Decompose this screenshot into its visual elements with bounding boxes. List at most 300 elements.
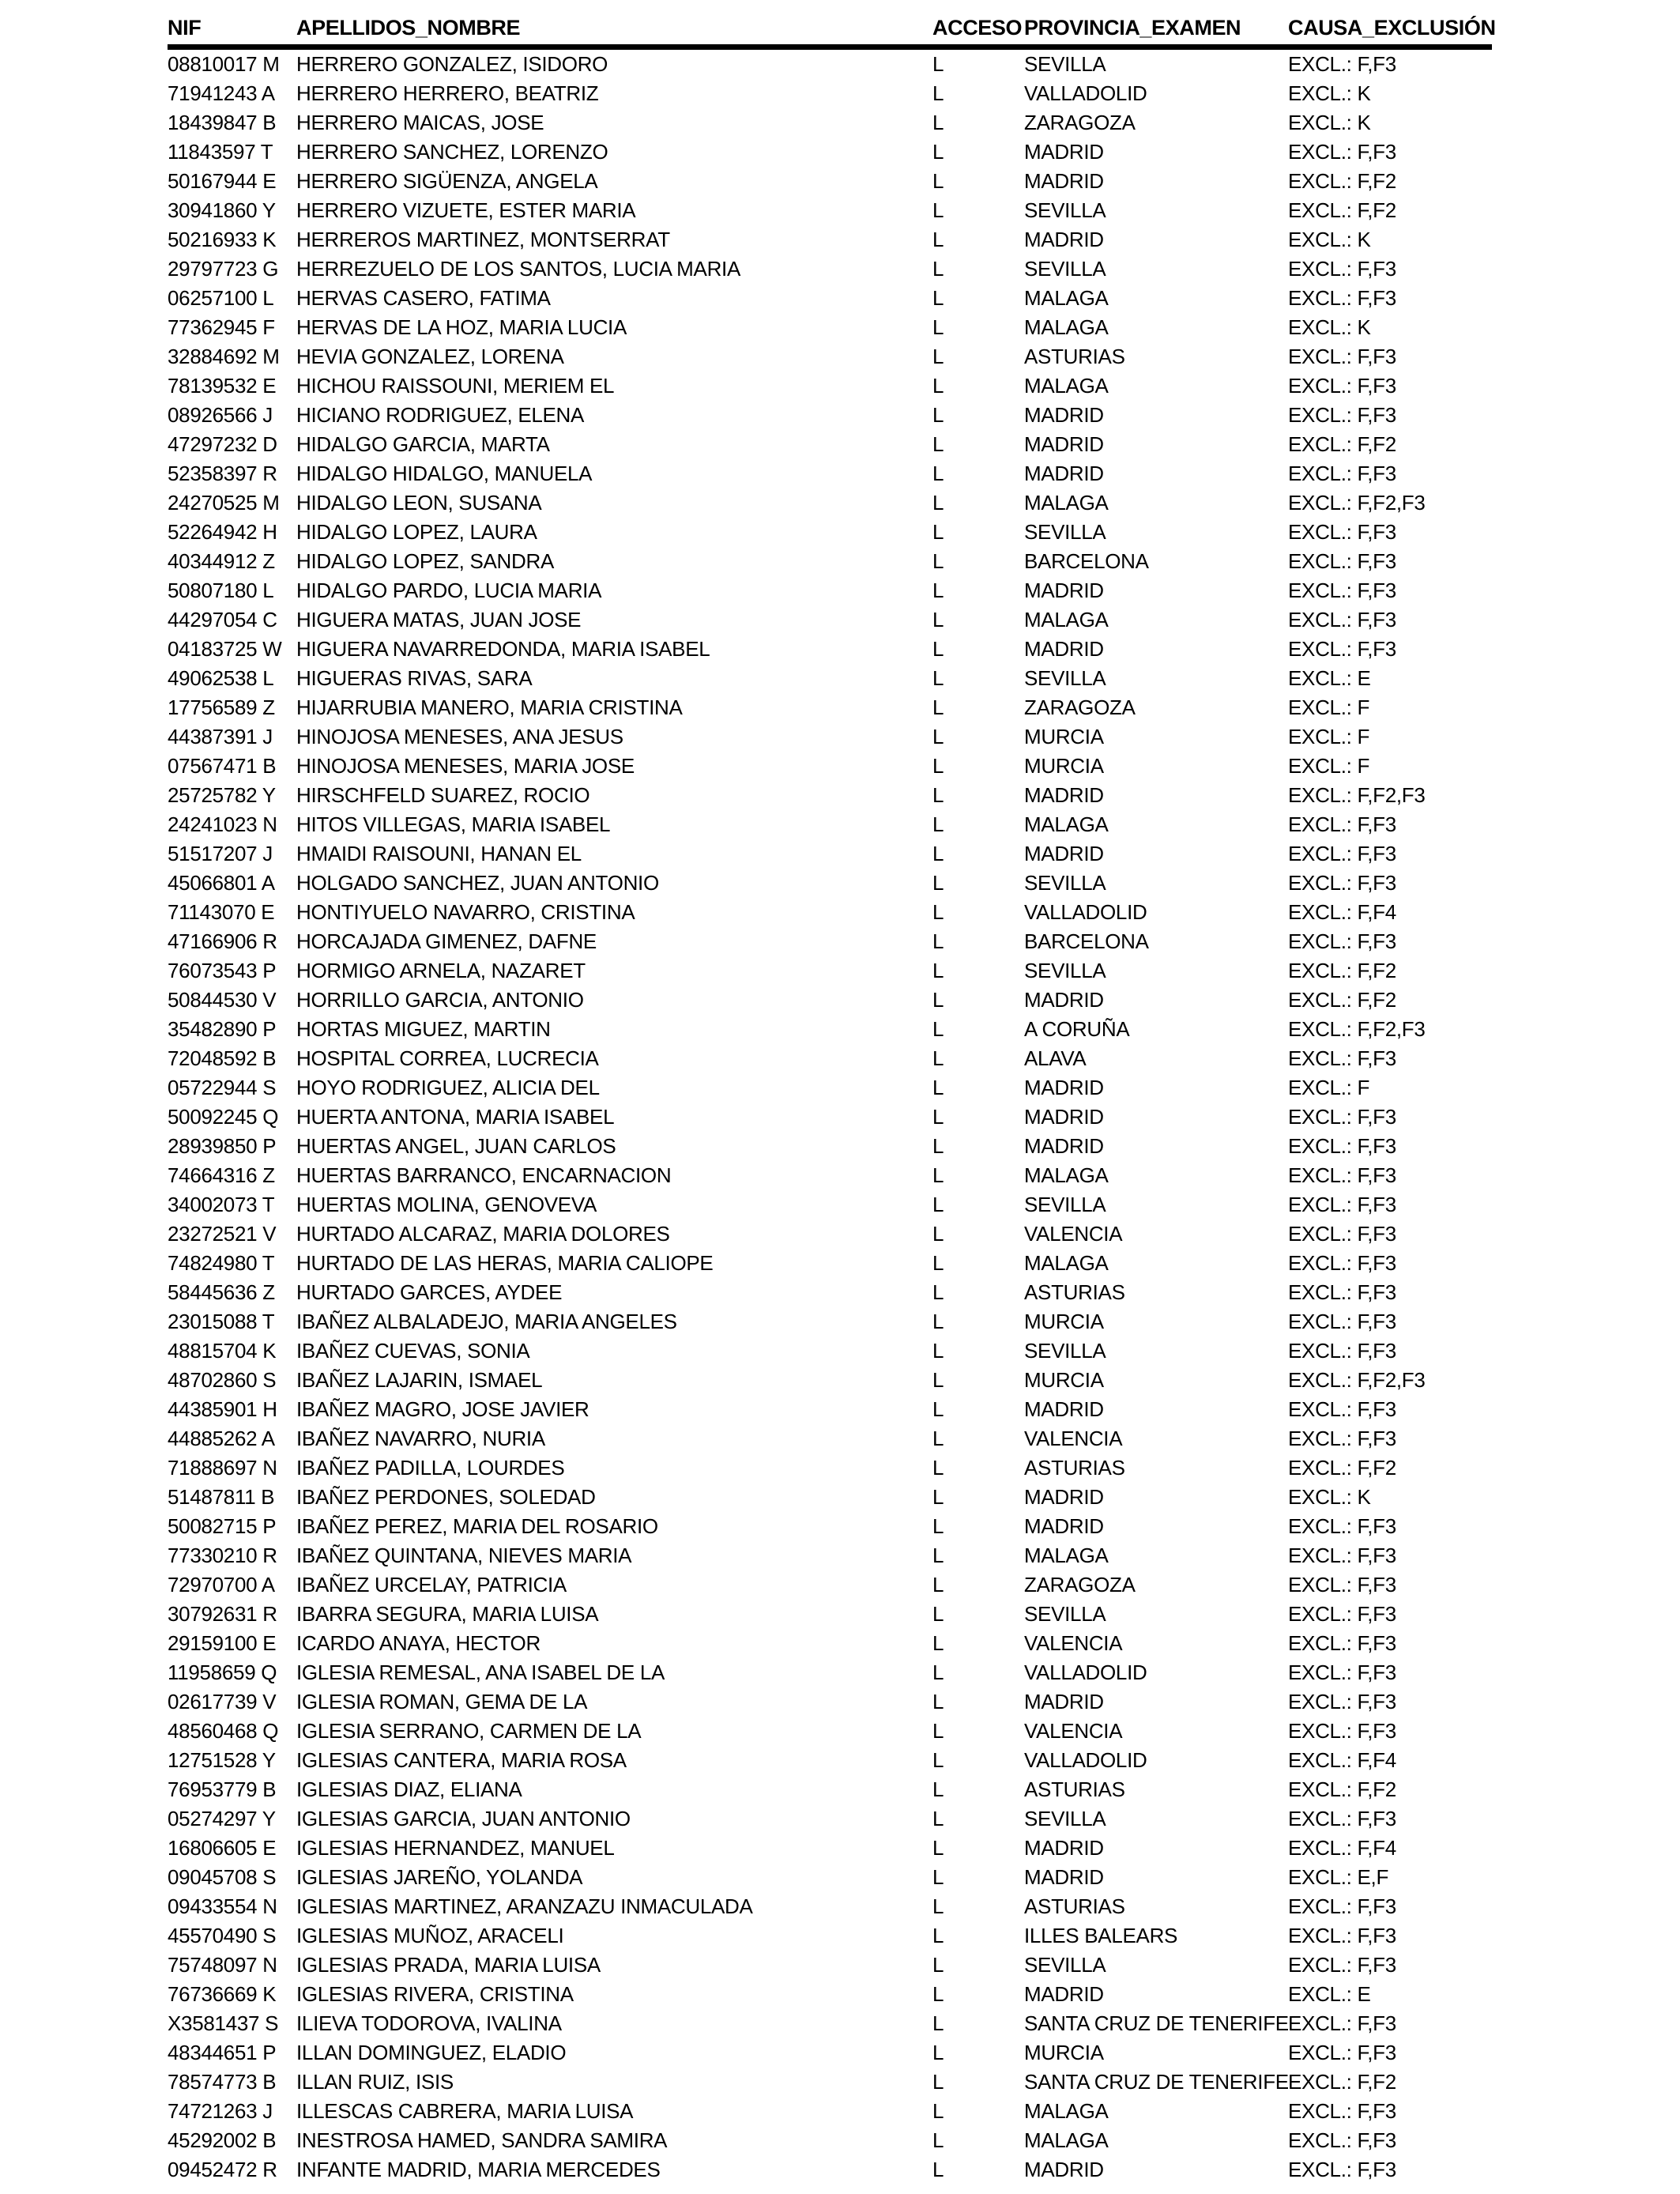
causa-exclusion-cell: EXCL.: F,F3 [1288, 2041, 1396, 2064]
apellidos-nombre-cell: HINOJOSA MENESES, MARIA JOSE [296, 754, 635, 778]
nif-cell: 45570490 S [168, 1924, 277, 1947]
provincia-examen-cell: MADRID [1024, 1982, 1104, 2006]
table-row [168, 1453, 1492, 1483]
causa-exclusion-cell: EXCL.: F,F3 [1288, 462, 1396, 485]
table-row [168, 927, 1492, 956]
acceso-cell: L [932, 198, 944, 222]
apellidos-nombre-cell: IBAÑEZ LAJARIN, ISMAEL [296, 1368, 543, 1392]
acceso-cell: L [932, 754, 944, 778]
nif-cell: 08926566 J [168, 403, 273, 427]
column-header-causa-exclusion: CAUSA_EXCLUSIÓN [1288, 16, 1496, 40]
apellidos-nombre-cell: IGLESIAS PRADA, MARIA LUISA [296, 1953, 601, 1977]
acceso-cell: L [932, 2070, 944, 2094]
apellidos-nombre-cell: ILIEVA TODOROVA, IVALINA [296, 2011, 562, 2035]
nif-cell: 40344912 Z [168, 549, 275, 573]
apellidos-nombre-cell: HIGUERAS RIVAS, SARA [296, 666, 533, 690]
table-row [168, 1658, 1492, 1687]
nif-cell: 45292002 B [168, 2128, 277, 2152]
provincia-examen-cell: MALAGA [1024, 315, 1109, 339]
causa-exclusion-cell: EXCL.: F,F2 [1288, 1777, 1396, 1801]
causa-exclusion-cell: EXCL.: F,F3 [1288, 1193, 1396, 1216]
causa-exclusion-cell: EXCL.: F,F3 [1288, 929, 1396, 953]
provincia-examen-cell: VALLADOLID [1024, 81, 1147, 105]
causa-exclusion-cell: EXCL.: K [1288, 1485, 1371, 1509]
nif-cell: 11958659 Q [168, 1661, 277, 1684]
causa-exclusion-cell: EXCL.: F,F2,F3 [1288, 1368, 1426, 1392]
nif-cell: 44297054 C [168, 608, 277, 631]
apellidos-nombre-cell: ICARDO ANAYA, HECTOR [296, 1631, 541, 1655]
acceso-cell: L [932, 52, 944, 76]
apellidos-nombre-cell: HUERTA ANTONA, MARIA ISABEL [296, 1105, 615, 1129]
table-row [168, 1336, 1492, 1366]
acceso-cell: L [932, 1017, 944, 1041]
apellidos-nombre-cell: HURTADO ALCARAZ, MARIA DOLORES [296, 1222, 670, 1246]
acceso-cell: L [932, 1456, 944, 1480]
provincia-examen-cell: SANTA CRUZ DE TENERIFE [1024, 2011, 1289, 2035]
table-row [168, 1307, 1492, 1336]
table-row [168, 225, 1492, 254]
apellidos-nombre-cell: HICIANO RODRIGUEZ, ELENA [296, 403, 585, 427]
apellidos-nombre-cell: HMAIDI RAISOUNI, HANAN EL [296, 842, 582, 865]
table-row [168, 488, 1492, 518]
nif-cell: 02617739 V [168, 1690, 277, 1713]
provincia-examen-cell: MADRID [1024, 432, 1104, 456]
nif-cell: 11843597 T [168, 140, 273, 164]
table-row [168, 547, 1492, 576]
provincia-examen-cell: MALAGA [1024, 812, 1109, 836]
table-row [168, 1834, 1492, 1863]
causa-exclusion-cell: EXCL.: F [1288, 1076, 1370, 1099]
provincia-examen-cell: SEVILLA [1024, 871, 1106, 895]
nif-cell: 76736669 K [168, 1982, 277, 2006]
acceso-cell: L [932, 1368, 944, 1392]
acceso-cell: L [932, 900, 944, 924]
causa-exclusion-cell: EXCL.: F,F3 [1288, 520, 1396, 544]
acceso-cell: L [932, 1514, 944, 1538]
acceso-cell: L [932, 549, 944, 573]
acceso-cell: L [932, 666, 944, 690]
apellidos-nombre-cell: HUERTAS BARRANCO, ENCARNACION [296, 1163, 672, 1187]
causa-exclusion-cell: EXCL.: F,F3 [1288, 140, 1396, 164]
apellidos-nombre-cell: HOSPITAL CORREA, LUCRECIA [296, 1046, 599, 1070]
provincia-examen-cell: ASTURIAS [1024, 345, 1125, 368]
causa-exclusion-cell: EXCL.: F,F2 [1288, 198, 1396, 222]
apellidos-nombre-cell: IGLESIAS MUÑOZ, ARACELI [296, 1924, 564, 1947]
apellidos-nombre-cell: HINOJOSA MENESES, ANA JESUS [296, 725, 623, 748]
table-row [168, 810, 1492, 839]
causa-exclusion-cell: EXCL.: F,F2 [1288, 1456, 1396, 1480]
provincia-examen-cell: MALAGA [1024, 286, 1109, 310]
table-row [168, 898, 1492, 927]
table-row [168, 576, 1492, 605]
causa-exclusion-cell: EXCL.: F,F4 [1288, 1836, 1396, 1860]
causa-exclusion-cell: EXCL.: F,F3 [1288, 1427, 1396, 1450]
provincia-examen-cell: BARCELONA [1024, 549, 1149, 573]
provincia-examen-cell: MALAGA [1024, 1251, 1109, 1275]
nif-cell: 77362945 F [168, 315, 275, 339]
provincia-examen-cell: ASTURIAS [1024, 1894, 1125, 1918]
provincia-examen-cell: MALAGA [1024, 374, 1109, 398]
apellidos-nombre-cell: HICHOU RAISSOUNI, MERIEM EL [296, 374, 615, 398]
causa-exclusion-cell: EXCL.: F,F3 [1288, 1105, 1396, 1129]
acceso-cell: L [932, 959, 944, 982]
apellidos-nombre-cell: IGLESIAS MARTINEZ, ARANZAZU INMACULADA [296, 1894, 753, 1918]
causa-exclusion-cell: EXCL.: F,F3 [1288, 1310, 1396, 1333]
acceso-cell: L [932, 1046, 944, 1070]
table-row [168, 371, 1492, 401]
provincia-examen-cell: MADRID [1024, 1105, 1104, 1129]
nif-cell: 44385901 H [168, 1397, 277, 1421]
provincia-examen-cell: MADRID [1024, 228, 1104, 251]
table-row [168, 254, 1492, 284]
provincia-examen-cell: MALAGA [1024, 491, 1109, 515]
nif-cell: 09433554 N [168, 1894, 277, 1918]
table-row [168, 1600, 1492, 1629]
provincia-examen-cell: MADRID [1024, 783, 1104, 807]
causa-exclusion-cell: EXCL.: K [1288, 81, 1371, 105]
provincia-examen-cell: SEVILLA [1024, 666, 1106, 690]
table-row [168, 2038, 1492, 2068]
table-row [168, 2126, 1492, 2155]
table-row [168, 1190, 1492, 1220]
apellidos-nombre-cell: INFANTE MADRID, MARIA MERCEDES [296, 2158, 661, 2181]
table-row [168, 1717, 1492, 1746]
causa-exclusion-cell: EXCL.: F,F3 [1288, 1514, 1396, 1538]
acceso-cell: L [932, 1076, 944, 1099]
apellidos-nombre-cell: HERREZUELO DE LOS SANTOS, LUCIA MARIA [296, 257, 741, 281]
acceso-cell: L [932, 988, 944, 1012]
table-row [168, 752, 1492, 781]
table-row [168, 1015, 1492, 1044]
nif-cell: 47297232 D [168, 432, 277, 456]
apellidos-nombre-cell: IBAÑEZ QUINTANA, NIEVES MARIA [296, 1544, 632, 1567]
acceso-cell: L [932, 81, 944, 105]
acceso-cell: L [932, 1602, 944, 1626]
provincia-examen-cell: VALENCIA [1024, 1427, 1123, 1450]
causa-exclusion-cell: EXCL.: F,F3 [1288, 1222, 1396, 1246]
provincia-examen-cell: MADRID [1024, 462, 1104, 485]
apellidos-nombre-cell: HERREROS MARTINEZ, MONTSERRAT [296, 228, 670, 251]
causa-exclusion-cell: EXCL.: F,F3 [1288, 1163, 1396, 1187]
apellidos-nombre-cell: HERRERO SIGÜENZA, ANGELA [296, 169, 598, 193]
causa-exclusion-cell: EXCL.: F,F3 [1288, 1397, 1396, 1421]
nif-cell: 74664316 Z [168, 1163, 275, 1187]
provincia-examen-cell: VALLADOLID [1024, 900, 1147, 924]
nif-cell: 30941860 Y [168, 198, 276, 222]
table-row [168, 167, 1492, 196]
nif-cell: 25725782 Y [168, 783, 276, 807]
acceso-cell: L [932, 169, 944, 193]
apellidos-nombre-cell: IBAÑEZ NAVARRO, NURIA [296, 1427, 545, 1450]
table-row [168, 108, 1492, 138]
provincia-examen-cell: VALLADOLID [1024, 1661, 1147, 1684]
apellidos-nombre-cell: HITOS VILLEGAS, MARIA ISABEL [296, 812, 611, 836]
causa-exclusion-cell: EXCL.: F,F2 [1288, 432, 1396, 456]
nif-cell: 24270525 M [168, 491, 280, 515]
table-row [168, 2068, 1492, 2097]
nif-cell: 51517207 J [168, 842, 273, 865]
causa-exclusion-cell: EXCL.: F,F3 [1288, 2099, 1396, 2123]
provincia-examen-cell: SEVILLA [1024, 1807, 1106, 1830]
table-row [168, 313, 1492, 342]
apellidos-nombre-cell: IBAÑEZ PADILLA, LOURDES [296, 1456, 565, 1480]
nif-cell: 72970700 A [168, 1573, 275, 1596]
table-row [168, 1687, 1492, 1717]
causa-exclusion-cell: EXCL.: F,F2 [1288, 2070, 1396, 2094]
apellidos-nombre-cell: HERVAS DE LA HOZ, MARIA LUCIA [296, 315, 627, 339]
apellidos-nombre-cell: IGLESIA REMESAL, ANA ISABEL DE LA [296, 1661, 665, 1684]
provincia-examen-cell: ZARAGOZA [1024, 1573, 1136, 1596]
table-row [168, 1132, 1492, 1161]
nif-cell: 17756589 Z [168, 696, 275, 719]
acceso-cell: L [932, 1163, 944, 1187]
table-row [168, 1395, 1492, 1424]
causa-exclusion-cell: EXCL.: F,F4 [1288, 900, 1396, 924]
acceso-cell: L [932, 1836, 944, 1860]
provincia-examen-cell: MADRID [1024, 1865, 1104, 1889]
table-row [168, 1512, 1492, 1541]
table-body [168, 50, 1492, 2185]
nif-cell: 71941243 A [168, 81, 275, 105]
provincia-examen-cell: MALAGA [1024, 608, 1109, 631]
acceso-cell: L [932, 1222, 944, 1246]
provincia-examen-cell: MADRID [1024, 637, 1104, 661]
causa-exclusion-cell: EXCL.: F,F3 [1288, 842, 1396, 865]
apellidos-nombre-cell: HIDALGO HIDALGO, MANUELA [296, 462, 593, 485]
acceso-cell: L [932, 462, 944, 485]
acceso-cell: L [932, 1719, 944, 1743]
causa-exclusion-cell: EXCL.: F,F3 [1288, 1544, 1396, 1567]
apellidos-nombre-cell: HURTADO DE LAS HERAS, MARIA CALIOPE [296, 1251, 714, 1275]
causa-exclusion-cell: EXCL.: F,F3 [1288, 2158, 1396, 2181]
exclusion-table [168, 9, 1496, 2185]
apellidos-nombre-cell: HIDALGO LEON, SUSANA [296, 491, 542, 515]
apellidos-nombre-cell: HIGUERA MATAS, JUAN JOSE [296, 608, 582, 631]
apellidos-nombre-cell: HORRILLO GARCIA, ANTONIO [296, 988, 584, 1012]
acceso-cell: L [932, 432, 944, 456]
nif-cell: 50216933 K [168, 228, 277, 251]
causa-exclusion-cell: EXCL.: F,F3 [1288, 1251, 1396, 1275]
table-row [168, 2155, 1492, 2185]
acceso-cell: L [932, 871, 944, 895]
acceso-cell: L [932, 1105, 944, 1129]
nif-cell: 50807180 L [168, 579, 274, 602]
causa-exclusion-cell: EXCL.: F,F3 [1288, 403, 1396, 427]
apellidos-nombre-cell: HEVIA GONZALEZ, LORENA [296, 345, 564, 368]
nif-cell: 71143070 E [168, 900, 275, 924]
nif-cell: 78574773 B [168, 2070, 277, 2094]
provincia-examen-cell: ZARAGOZA [1024, 111, 1136, 134]
provincia-examen-cell: ILLES BALEARS [1024, 1924, 1178, 1947]
causa-exclusion-cell: EXCL.: F,F3 [1288, 1339, 1396, 1363]
table-row [168, 1161, 1492, 1190]
nif-cell: 76073543 P [168, 959, 277, 982]
table-row [168, 1804, 1492, 1834]
table-row [168, 1541, 1492, 1570]
nif-cell: 52264942 H [168, 520, 277, 544]
nif-cell: 50092245 Q [168, 1105, 279, 1129]
acceso-cell: L [932, 2011, 944, 2035]
causa-exclusion-cell: EXCL.: F,F3 [1288, 1719, 1396, 1743]
acceso-cell: L [932, 228, 944, 251]
provincia-examen-cell: MADRID [1024, 579, 1104, 602]
table-row [168, 430, 1492, 459]
provincia-examen-cell: ZARAGOZA [1024, 696, 1136, 719]
causa-exclusion-cell: EXCL.: F,F2 [1288, 988, 1396, 1012]
acceso-cell: L [932, 1777, 944, 1801]
table-row [168, 1220, 1492, 1249]
nif-cell: 23272521 V [168, 1222, 277, 1246]
apellidos-nombre-cell: HORCAJADA GIMENEZ, DAFNE [296, 929, 597, 953]
apellidos-nombre-cell: HIGUERA NAVARREDONDA, MARIA ISABEL [296, 637, 710, 661]
provincia-examen-cell: MADRID [1024, 2158, 1104, 2181]
nif-cell: 12751528 Y [168, 1748, 276, 1772]
column-header-nif: NIF [168, 16, 202, 40]
acceso-cell: L [932, 1573, 944, 1596]
table-row [168, 2009, 1492, 2038]
column-header-acceso: ACCESO [932, 16, 1023, 40]
table-row [168, 1249, 1492, 1278]
apellidos-nombre-cell: HUERTAS MOLINA, GENOVEVA [296, 1193, 597, 1216]
acceso-cell: L [932, 1661, 944, 1684]
causa-exclusion-cell: EXCL.: F,F3 [1288, 1924, 1396, 1947]
apellidos-nombre-cell: HORMIGO ARNELA, NAZARET [296, 959, 586, 982]
provincia-examen-cell: MADRID [1024, 1690, 1104, 1713]
nif-cell: 04183725 W [168, 637, 282, 661]
apellidos-nombre-cell: IGLESIAS DIAZ, ELIANA [296, 1777, 522, 1801]
apellidos-nombre-cell: HOYO RODRIGUEZ, ALICIA DEL [296, 1076, 600, 1099]
table-header-row [168, 9, 1496, 50]
provincia-examen-cell: A CORUÑA [1024, 1017, 1130, 1041]
nif-cell: 77330210 R [168, 1544, 277, 1567]
causa-exclusion-cell: EXCL.: F,F3 [1288, 1807, 1396, 1830]
apellidos-nombre-cell: HUERTAS ANGEL, JUAN CARLOS [296, 1134, 616, 1158]
nif-cell: 32884692 M [168, 345, 280, 368]
nif-cell: X3581437 S [168, 2011, 279, 2035]
table-row [168, 79, 1492, 108]
nif-cell: 75748097 N [168, 1953, 277, 1977]
provincia-examen-cell: MADRID [1024, 1836, 1104, 1860]
provincia-examen-cell: VALENCIA [1024, 1631, 1123, 1655]
provincia-examen-cell: MALAGA [1024, 2128, 1109, 2152]
table-row [168, 50, 1492, 79]
acceso-cell: L [932, 1134, 944, 1158]
acceso-cell: L [932, 315, 944, 339]
apellidos-nombre-cell: HORTAS MIGUEZ, MARTIN [296, 1017, 551, 1041]
provincia-examen-cell: VALENCIA [1024, 1719, 1123, 1743]
table-row [168, 1424, 1492, 1453]
nif-cell: 52358397 R [168, 462, 277, 485]
causa-exclusion-cell: EXCL.: F,F4 [1288, 1748, 1396, 1772]
nif-cell: 05722944 S [168, 1076, 277, 1099]
acceso-cell: L [932, 1865, 944, 1889]
nif-cell: 76953779 B [168, 1777, 277, 1801]
causa-exclusion-cell: EXCL.: E,F [1288, 1865, 1389, 1889]
nif-cell: 35482890 P [168, 1017, 277, 1041]
acceso-cell: L [932, 637, 944, 661]
nif-cell: 44885262 A [168, 1427, 275, 1450]
nif-cell: 50082715 P [168, 1514, 277, 1538]
apellidos-nombre-cell: IGLESIA ROMAN, GEMA DE LA [296, 1690, 588, 1713]
acceso-cell: L [932, 345, 944, 368]
provincia-examen-cell: SEVILLA [1024, 959, 1106, 982]
causa-exclusion-cell: EXCL.: F,F3 [1288, 1894, 1396, 1918]
nif-cell: 44387391 J [168, 725, 273, 748]
apellidos-nombre-cell: ILLESCAS CABRERA, MARIA LUISA [296, 2099, 634, 2123]
nif-cell: 29797723 G [168, 257, 279, 281]
apellidos-nombre-cell: HERRERO SANCHEZ, LORENZO [296, 140, 608, 164]
provincia-examen-cell: SEVILLA [1024, 1602, 1106, 1626]
apellidos-nombre-cell: IBAÑEZ PERDONES, SOLEDAD [296, 1485, 596, 1509]
acceso-cell: L [932, 1982, 944, 2006]
nif-cell: 48560468 Q [168, 1719, 279, 1743]
table-row [168, 605, 1492, 635]
provincia-examen-cell: MADRID [1024, 140, 1104, 164]
apellidos-nombre-cell: HONTIYUELO NAVARRO, CRISTINA [296, 900, 635, 924]
causa-exclusion-cell: EXCL.: F,F3 [1288, 257, 1396, 281]
acceso-cell: L [932, 579, 944, 602]
table-row [168, 1044, 1492, 1073]
table-row [168, 722, 1492, 752]
apellidos-nombre-cell: IGLESIA SERRANO, CARMEN DE LA [296, 1719, 642, 1743]
acceso-cell: L [932, 491, 944, 515]
provincia-examen-cell: SEVILLA [1024, 520, 1106, 544]
nif-cell: 45066801 A [168, 871, 275, 895]
causa-exclusion-cell: EXCL.: F,F3 [1288, 579, 1396, 602]
apellidos-nombre-cell: IGLESIAS GARCIA, JUAN ANTONIO [296, 1807, 631, 1830]
causa-exclusion-cell: EXCL.: F,F3 [1288, 286, 1396, 310]
provincia-examen-cell: ASTURIAS [1024, 1280, 1125, 1304]
causa-exclusion-cell: EXCL.: F,F3 [1288, 637, 1396, 661]
table-row [168, 1921, 1492, 1951]
provincia-examen-cell: MURCIA [1024, 1310, 1104, 1333]
acceso-cell: L [932, 929, 944, 953]
causa-exclusion-cell: EXCL.: F,F3 [1288, 812, 1396, 836]
table-row [168, 693, 1492, 722]
table-row [168, 2097, 1492, 2126]
causa-exclusion-cell: EXCL.: K [1288, 315, 1371, 339]
apellidos-nombre-cell: IGLESIAS RIVERA, CRISTINA [296, 1982, 574, 2006]
provincia-examen-cell: SEVILLA [1024, 1953, 1106, 1977]
causa-exclusion-cell: EXCL.: F,F3 [1288, 549, 1396, 573]
table-row [168, 1980, 1492, 2009]
nif-cell: 48815704 K [168, 1339, 277, 1363]
acceso-cell: L [932, 520, 944, 544]
acceso-cell: L [932, 374, 944, 398]
acceso-cell: L [932, 2099, 944, 2123]
provincia-examen-cell: SEVILLA [1024, 1193, 1106, 1216]
nif-cell: 48344651 P [168, 2041, 277, 2064]
provincia-examen-cell: MURCIA [1024, 725, 1104, 748]
causa-exclusion-cell: EXCL.: F,F2,F3 [1288, 783, 1426, 807]
nif-cell: 18439847 B [168, 111, 277, 134]
causa-exclusion-cell: EXCL.: K [1288, 111, 1371, 134]
nif-cell: 50844530 V [168, 988, 277, 1012]
provincia-examen-cell: SEVILLA [1024, 1339, 1106, 1363]
provincia-examen-cell: MALAGA [1024, 2099, 1109, 2123]
provincia-examen-cell: MALAGA [1024, 1544, 1109, 1567]
table-row [168, 138, 1492, 167]
nif-cell: 58445636 Z [168, 1280, 275, 1304]
nif-cell: 09452472 R [168, 2158, 277, 2181]
table-row [168, 1073, 1492, 1103]
provincia-examen-cell: ASTURIAS [1024, 1777, 1125, 1801]
nif-cell: 49062538 L [168, 666, 274, 690]
causa-exclusion-cell: EXCL.: F,F3 [1288, 52, 1396, 76]
nif-cell: 47166906 R [168, 929, 277, 953]
provincia-examen-cell: MURCIA [1024, 754, 1104, 778]
acceso-cell: L [932, 1544, 944, 1567]
